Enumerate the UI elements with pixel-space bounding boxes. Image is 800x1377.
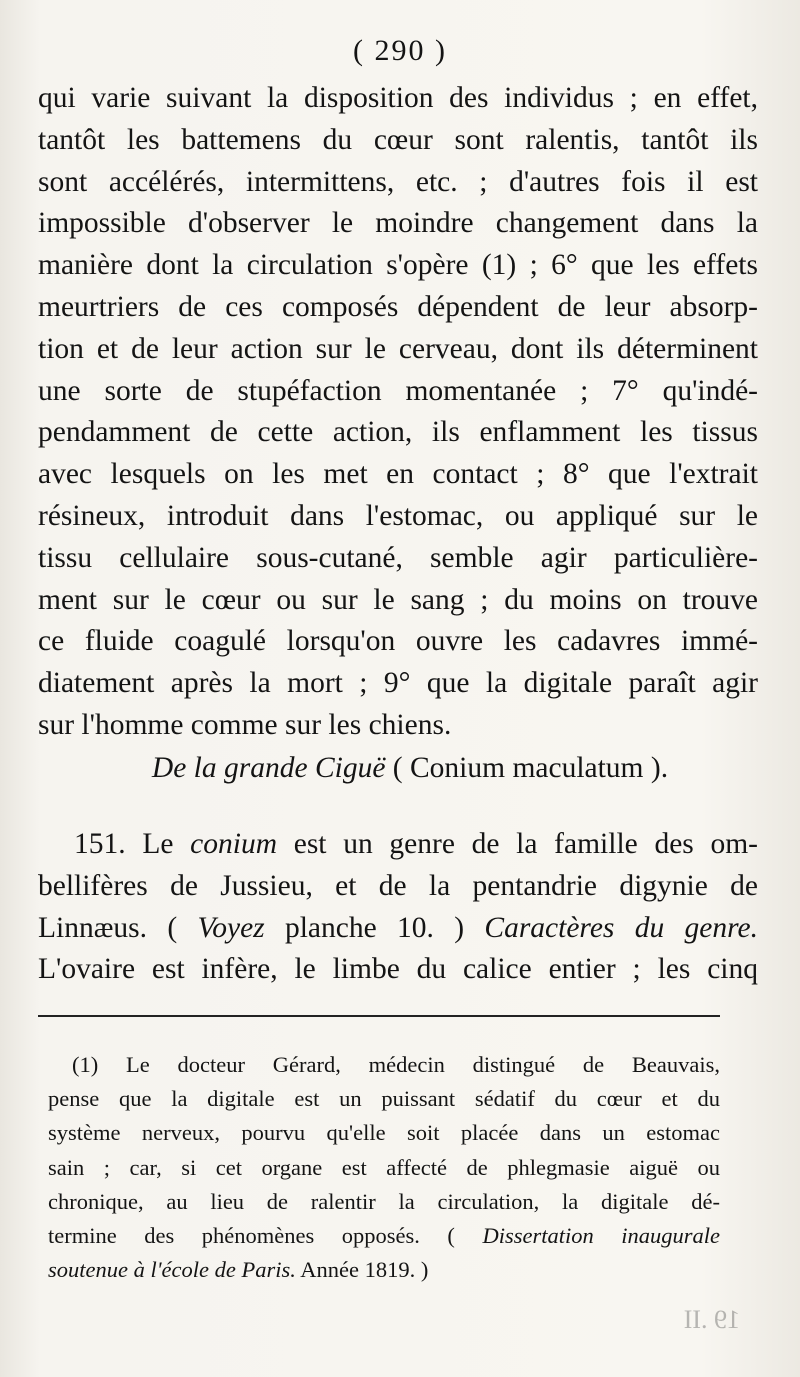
text-span: planche 10. ) bbox=[264, 911, 485, 944]
text-line: bellifères de Jussieu, et de la pentandrie digynie de bbox=[38, 869, 758, 902]
text-line bbox=[38, 824, 758, 866]
text-line: tissu cellulaire sous-cutané, semble agir particulière- bbox=[38, 541, 758, 574]
footnote-line: chronique, au lieu de ralentir la circulation, la digitale dé- bbox=[48, 1188, 720, 1214]
heading-italic: De la grande Ciguë bbox=[151, 752, 386, 784]
body-paragraph-2 bbox=[38, 824, 758, 991]
text-line: qui varie suivant la disposition des individus ; en effet, bbox=[38, 82, 758, 114]
text-line: tantôt les battemens du cœur sont ralentis, tantôt ils bbox=[38, 123, 758, 156]
footnote bbox=[48, 1048, 720, 1287]
italic-term: Caractères du genre. bbox=[484, 911, 758, 944]
text-line: sur l'homme comme sur les chiens. bbox=[38, 708, 452, 741]
text-line: impossible d'observer le moindre changement dans la bbox=[38, 207, 758, 240]
text-span: Année 1819. ) bbox=[295, 1257, 429, 1283]
text-line: meurtriers de ces composés dépendent de leur absorp- bbox=[38, 290, 758, 323]
italic-term: Voyez bbox=[197, 911, 265, 944]
text-span: est un genre de la famille des om- bbox=[277, 828, 758, 860]
text-line: tion et de leur action sur le cerveau, dont ils déterminent bbox=[38, 332, 758, 365]
footnote-line: système nerveux, pourvu qu'elle soit placée dans un estomac bbox=[48, 1120, 720, 1146]
footnote-line: (1) Le docteur Gérard, médecin distingué de Beauvais, bbox=[72, 1052, 720, 1077]
italic-citation: soutenue à l'école de Paris. bbox=[48, 1257, 296, 1283]
text-line: L'ovaire est infère, le limbe du calice entier ; les cinq bbox=[38, 953, 758, 986]
text-line bbox=[38, 908, 758, 950]
footnote-divider bbox=[38, 1015, 720, 1017]
text-line: une sorte de stupéfaction momentanée ; 7° qu'indé- bbox=[38, 374, 758, 407]
footnote-line bbox=[48, 1219, 720, 1253]
text-line: ment sur le cœur ou sur le sang ; du moins on trouve bbox=[38, 583, 758, 616]
body-paragraph-1 bbox=[38, 78, 758, 747]
text-line: résineux, introduit dans l'estomac, ou appliqué sur le bbox=[38, 499, 758, 532]
heading-roman: ( Conium maculatum ). bbox=[385, 752, 669, 784]
paragraph-number: 151. Le bbox=[74, 828, 191, 860]
bleed-through-text: 19 .II bbox=[683, 1305, 740, 1334]
text-line: sont accélérés, intermittens, etc. ; d'autres fois il est bbox=[38, 165, 758, 198]
footnote-line: pense que la digitale est un puissant sédatif du cœur et du bbox=[48, 1086, 720, 1112]
italic-term: conium bbox=[190, 828, 278, 860]
text-line: ce fluide coagulé lorsqu'on ouvre les cadavres immé- bbox=[38, 625, 758, 658]
text-span: termine des phénomènes opposés. ( bbox=[48, 1222, 483, 1248]
text-line: pendamment de cette action, ils enflamment les tissus bbox=[38, 416, 758, 449]
italic-citation: Dissertation inaugurale bbox=[482, 1222, 720, 1248]
text-line: manière dont la circulation s'opère (1) ; 6° que les effets bbox=[38, 249, 758, 282]
text-line: avec lesquels on les met en contact ; 8° que l'extrait bbox=[38, 458, 758, 491]
section-heading bbox=[0, 752, 800, 785]
text-span: Linnæus. ( bbox=[38, 911, 198, 944]
footnote-line bbox=[48, 1253, 720, 1287]
footnote-line: sain ; car, si cet organe est affecté de phlegmasie aiguë ou bbox=[48, 1154, 720, 1180]
text-line: diatement après la mort ; 9° que la digitale paraît agir bbox=[38, 667, 758, 700]
page-number: ( 290 ) bbox=[353, 34, 447, 67]
